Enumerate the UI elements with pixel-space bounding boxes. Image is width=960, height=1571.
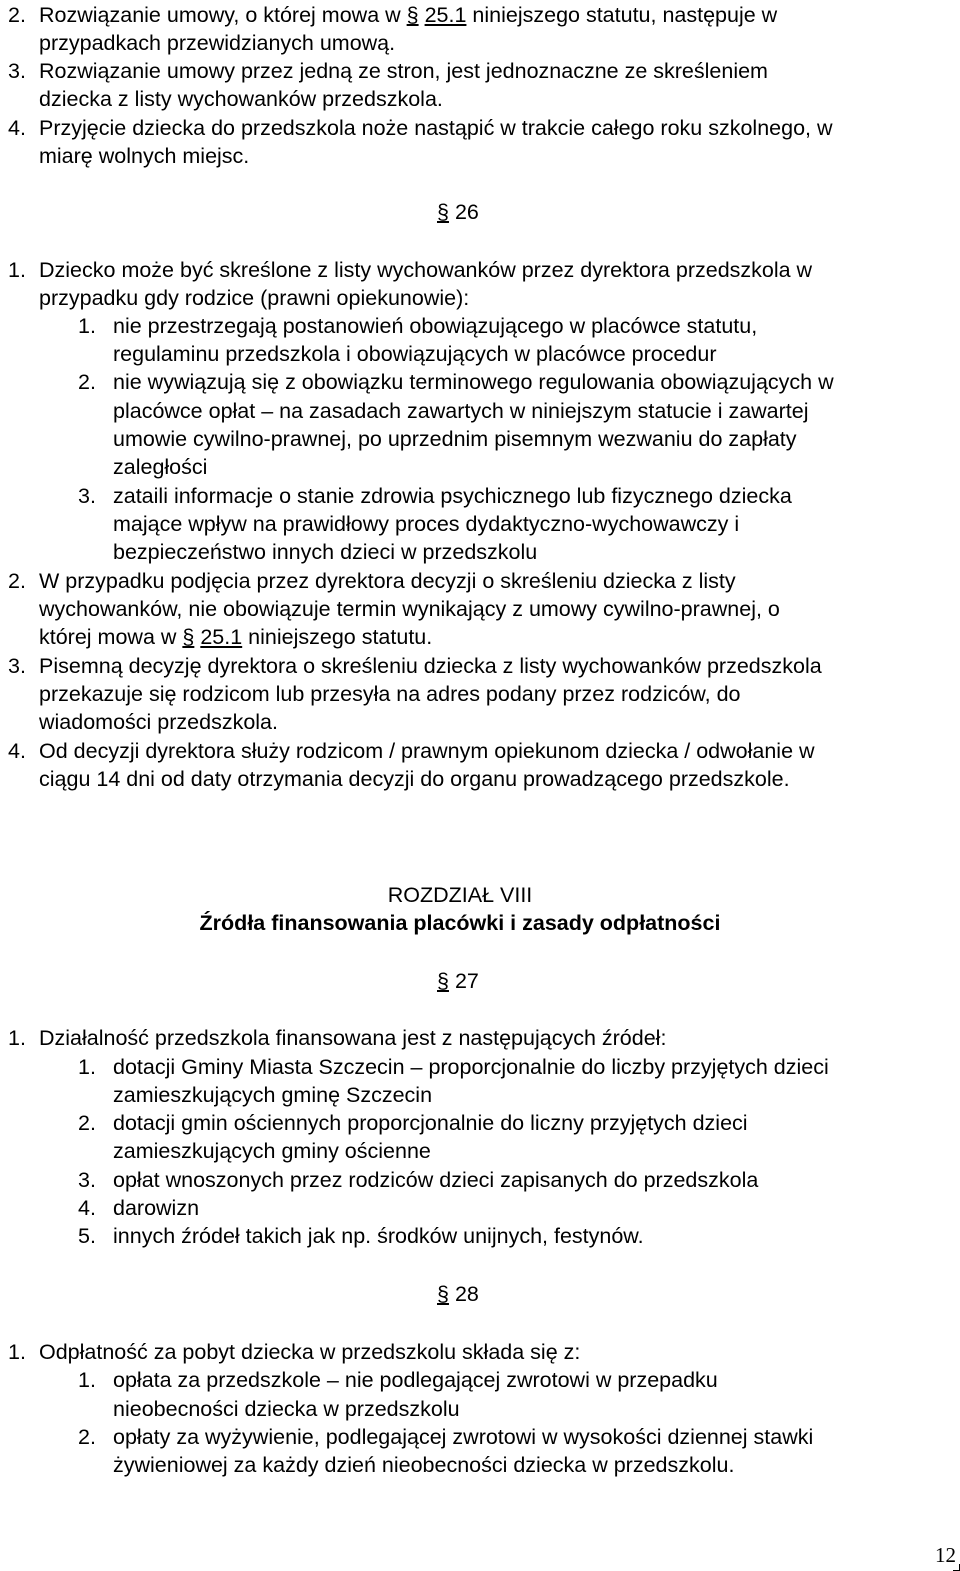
item-4-number: 4.	[8, 116, 26, 140]
s26-p3-number: 3.	[8, 654, 26, 678]
item-2-line-2: przypadkach przewidzianych umową.	[39, 31, 396, 55]
s26-sub-2-number: 2.	[78, 370, 96, 394]
s26-sub-2-line-4: zaległości	[113, 455, 208, 479]
s27-sub-1-line-1: dotacji Gminy Miasta Szczecin – proporcjonalnie do liczby przyjętych dzieci	[113, 1055, 829, 1079]
item-2-number: 2.	[8, 3, 26, 27]
section-heading-27: § 27	[437, 969, 479, 993]
s26-sub-2-line-3: umowie cywilno-prawnej, po uprzednim pisemnym wezwaniu do zapłaty	[113, 427, 797, 451]
section-ref-sign[interactable]: §	[182, 625, 195, 649]
item-3-number: 3.	[8, 59, 26, 83]
s28-sub-2-line-2: żywieniowej za każdy dzień nieobecności dziecka w przedszkolu.	[113, 1453, 735, 1477]
s28-sub-1-line-2: nieobecności dziecka w przedszkolu	[113, 1397, 460, 1421]
section-ref-link[interactable]: 25.1	[424, 3, 467, 27]
s27-sub-1-line-2: zamieszkujących gminę Szczecin	[113, 1083, 433, 1107]
s26-sub-3-line-1: zataili informacje o stanie zdrowia psychicznego lub fizycznego dziecka	[113, 484, 792, 508]
item-3-line-1: Rozwiązanie umowy przez jedną ze stron, jest jednoznaczne ze skreśleniem	[39, 59, 768, 83]
s26-p2-line-2: wychowanków, nie obowiązuje termin wynikający z umowy cywilno-prawnej, o	[39, 597, 780, 621]
s27-p1-text: Działalność przedszkola finansowana jest z następujących źródeł:	[39, 1026, 667, 1050]
section-heading-26: § 26	[437, 200, 479, 224]
s26-sub-3-line-3: bezpieczeństwo innych dzieci w przedszkolu	[113, 540, 538, 564]
chapter-title: Źródła finansowania placówki i zasady odpłatności	[199, 911, 721, 935]
s26-sub-3-number: 3.	[78, 484, 96, 508]
item-4-line-2: miarę wolnych miejsc.	[39, 144, 250, 168]
s28-sub-2-number: 2.	[78, 1425, 96, 1449]
s26-p3-line-1: Pisemną decyzję dyrektora o skreśleniu dziecka z listy wychowanków przedszkola	[39, 654, 822, 678]
item-2-line-1: Rozwiązanie umowy, o której mowa w § 25.1 niniejszego statutu, następuje w	[39, 3, 778, 27]
s26-p2-line-3: której mowa w § 25.1 niniejszego statutu.	[39, 625, 433, 649]
s27-sub-2-line-2: zamieszkujących gminy ościenne	[113, 1139, 431, 1163]
s26-sub-3-line-2: mające wpływ na prawidłowy proces dydaktyczno-wychowawczy i	[113, 512, 740, 536]
s27-sub-1-number: 1.	[78, 1055, 96, 1079]
chapter-label: ROZDZIAŁ VIII	[387, 883, 533, 907]
s27-p1-number: 1.	[8, 1026, 26, 1050]
s26-p1-line-1: Dziecko może być skreślone z listy wychowanków przez dyrektora przedszkola w	[39, 258, 813, 282]
s26-p4-line-1: Od decyzji dyrektora służy rodzicom / prawnym opiekunom dziecka / odwołanie w	[39, 739, 815, 763]
section-sign: §	[437, 969, 449, 993]
item-3-line-2: dziecka z listy wychowanków przedszkola.	[39, 87, 443, 111]
s26-p1-line-2: przypadku gdy rodzice (prawni opiekunowie):	[39, 286, 470, 310]
s27-sub-4-line-1: darowizn	[113, 1196, 200, 1220]
page-corner-mark	[953, 1564, 960, 1571]
section-ref-link[interactable]: 25.1	[200, 625, 243, 649]
s28-p1-number: 1.	[8, 1340, 26, 1364]
page-number: 12	[935, 1543, 956, 1567]
s28-sub-1-line-1: opłata za przedszkole – nie podlegającej zwrotowi w przepadku	[113, 1368, 718, 1392]
section-ref-sign[interactable]: §	[406, 3, 419, 27]
s26-sub-2-line-1: nie wywiązują się z obowiązku terminowego regulowania obowiązujących w	[113, 370, 834, 394]
s28-sub-2-line-1: opłaty za wyżywienie, podlegającej zwrotowi w wysokości dziennej stawki	[113, 1425, 814, 1449]
s26-sub-2-line-2: placówce opłat – na zasadach zawartych w niniejszym statucie i zawartej	[113, 399, 809, 423]
s28-sub-1-number: 1.	[78, 1368, 96, 1392]
section-sign: §	[437, 1282, 449, 1306]
s27-sub-2-number: 2.	[78, 1111, 96, 1135]
s26-p1-number: 1.	[8, 258, 26, 282]
s26-p2-line-1: W przypadku podjęcia przez dyrektora decyzji o skreśleniu dziecka z listy	[39, 569, 736, 593]
section-heading-28: § 28	[437, 1282, 479, 1306]
s26-sub-1-line-2: regulaminu przedszkola i obowiązujących w placówce procedur	[113, 342, 717, 366]
s27-sub-3-number: 3.	[78, 1168, 96, 1192]
s26-p4-number: 4.	[8, 739, 26, 763]
s26-sub-1-number: 1.	[78, 314, 96, 338]
s27-sub-3-line-1: opłat wnoszonych przez rodziców dzieci zapisanych do przedszkola	[113, 1168, 759, 1192]
s28-p1-text: Odpłatność za pobyt dziecka w przedszkolu składa się z:	[39, 1340, 581, 1364]
s26-p3-line-2: przekazuje się rodzicom lub przesyła na adres podany przez rodziców, do	[39, 682, 741, 706]
s26-sub-1-line-1: nie przestrzegają postanowień obowiązującego w placówce statutu,	[113, 314, 758, 338]
s26-p3-line-3: wiadomości przedszkola.	[39, 710, 278, 734]
s26-p4-line-2: ciągu 14 dni od daty otrzymania decyzji do organu prowadzącego przedszkole.	[39, 767, 790, 791]
s27-sub-5-number: 5.	[78, 1224, 96, 1248]
s26-p2-number: 2.	[8, 569, 26, 593]
section-sign: §	[437, 200, 449, 224]
item-4-line-1: Przyjęcie dziecka do przedszkola noże nastąpić w trakcie całego roku szkolnego, w	[39, 116, 833, 140]
s27-sub-4-number: 4.	[78, 1196, 96, 1220]
s27-sub-2-line-1: dotacji gmin ościennych proporcjonalnie do liczny przyjętych dzieci	[113, 1111, 748, 1135]
s27-sub-5-line-1: innych źródeł takich jak np. środków unijnych, festynów.	[113, 1224, 644, 1248]
